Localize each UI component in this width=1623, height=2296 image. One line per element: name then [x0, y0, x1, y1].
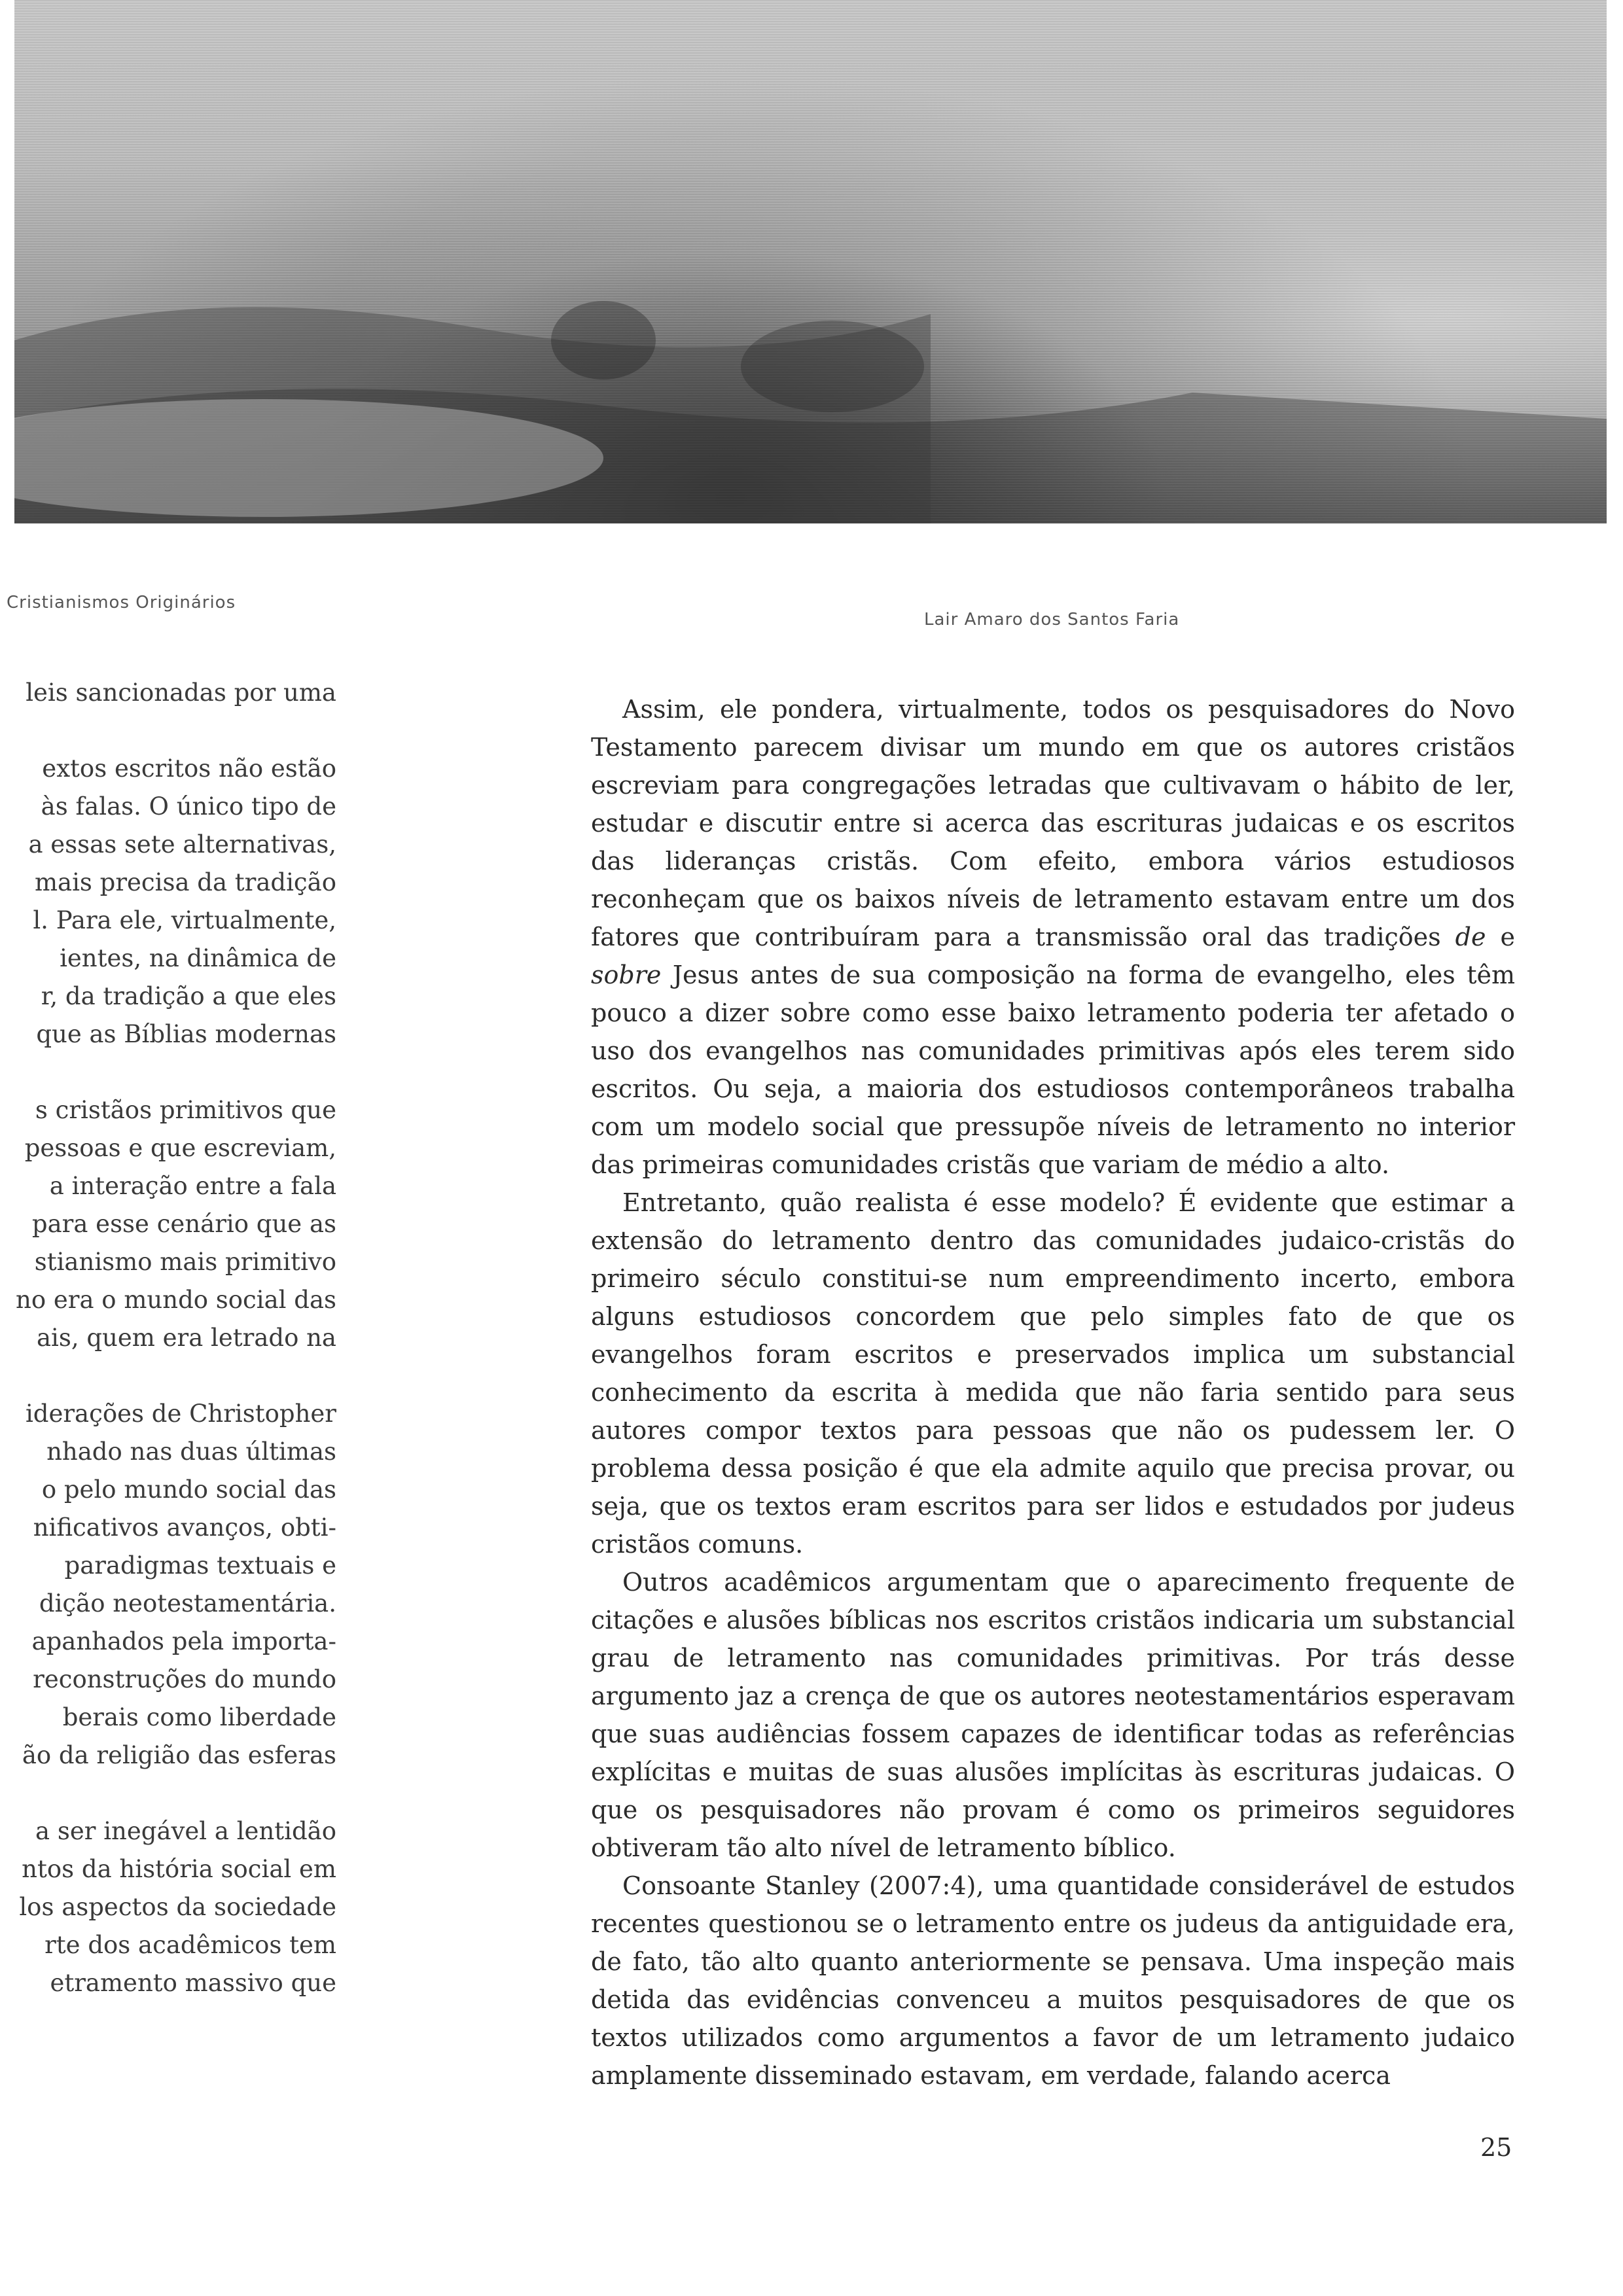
- paragraph-3: Outros acadêmicos argumentam que o aparecimento frequente de citações e alusões bíblicas nos escritos cristãos indicaria um substancial grau de letramento nas comunidades primitivas. Por trás desse argumento jaz a crença de que os autores neotestamentários esperavam que suas audiências fossem capazes de identificar todas as referências explícitas e muitas de suas alusões implícitas às escrituras judaicas. O que os pesquisadores não provam é como os primeiros seguidores obtiveram tão alto nível de letramento bíblico.: [591, 1568, 1515, 1862]
- fragment-line: apanhados pela importa-: [31, 1627, 336, 1655]
- paragraph-4: Consoante Stanley (2007:4), uma quantidade considerável de estudos recentes questionou se o letramento entre os judeus da antiguidade era, de fato, tão alto quanto anteriormente se pensava. Uma inspeção mais detida das evidências convenceu a muitos pesquisadores de que os textos utilizados como argumentos a favor de um letramento judaico amplamente disseminado estavam, em verdade, falando acerca: [591, 1871, 1515, 2090]
- fragment-line: ntos da história social em: [22, 1855, 336, 1883]
- page-number: 25: [1480, 2133, 1512, 2162]
- fragment-line: leis sancionadas por uma: [26, 679, 336, 707]
- fragment-line: pessoas e que escreviam,: [24, 1134, 336, 1162]
- fragment-line: los aspectos da sociedade: [19, 1893, 336, 1921]
- header-photograph: [14, 0, 1607, 523]
- fragment-line: no era o mundo social das: [16, 1286, 336, 1314]
- photo-texture: [14, 0, 1607, 523]
- fragment-line: iderações de Christopher: [25, 1400, 336, 1428]
- fragment-line: nificativos avanços, obti-: [33, 1513, 336, 1542]
- fragment-line: l. Para ele, virtualmente,: [33, 906, 336, 934]
- p1-emphasis-sobre: sobre: [591, 961, 662, 989]
- fragment-line: berais como liberdade: [62, 1703, 336, 1731]
- running-head-left: Cristianismos Originários: [7, 593, 236, 612]
- fragment-gap: [3, 712, 336, 750]
- p1-emphasis-de: de: [1455, 923, 1486, 951]
- fragment-line: ientes, na dinâmica de: [60, 944, 336, 972]
- fragment-line: a essas sete alternativas,: [28, 830, 336, 858]
- fragment-gap: [3, 1053, 336, 1091]
- fragment-line: a interação entre a fala: [49, 1172, 336, 1200]
- fragment-line: ais, quem era letrado na: [36, 1324, 336, 1352]
- running-head-right: Lair Amaro dos Santos Faria: [924, 610, 1180, 629]
- fragment-line: nhado nas duas últimas: [46, 1438, 336, 1466]
- left-column-fragment: [3, 674, 336, 2002]
- p1-text-b: Jesus antes de sua composição na forma de evangelho, eles têm pouco a dizer sobre como esse baixo letramento poderia ter afetado o uso dos evangelhos nas comunidades primitivas após eles terem sido escritos. Ou seja, a maioria dos estudiosos contemporâneos trabalha com um modelo social que pressupõe níveis de letramento no interior das primeiras comunidades cristãs que variam de médio a alto.: [591, 961, 1515, 1179]
- fragment-line: dição neotestamentária.: [39, 1589, 336, 1617]
- fragment-line: às falas. O único tipo de: [41, 792, 336, 821]
- fragment-line: extos escritos não estão: [42, 754, 336, 783]
- p1-text-a: Assim, ele pondera, virtualmente, todos os pesquisadores do Novo Testamento parecem divisar um mundo em que os autores cristãos escreviam para congregações letradas que cultivavam o hábito de ler, estudar e discutir entre si acerca das escrituras judaicas e os escritos das lideranças cristãs. Com efeito, embora vários estudiosos reconheçam que os baixos níveis de letramento estavam entre um dos fatores que contribuíram para a transmissão oral das tradições: [591, 695, 1515, 951]
- fragment-line: etramento massivo que: [50, 1969, 336, 1997]
- fragment-line: mais precisa da tradição: [34, 868, 336, 896]
- fragment-line: paradigmas textuais e: [64, 1551, 336, 1580]
- fragment-gap: [3, 1775, 336, 1812]
- fragment-line: o pelo mundo social das: [41, 1475, 336, 1504]
- fragment-line: que as Bíblias modernas: [36, 1020, 336, 1048]
- paragraph-2: Entretanto, quão realista é esse modelo? É evidente que estimar a extensão do letramento dentro das comunidades judaico-cristãs do primeiro século constitui-se num empreendimento incerto, embora alguns estudiosos concordem que pelo simples fato de que os evangelhos foram escritos e preservados implica um substancial conhecimento da escrita à medida que não faria sentido para seus autores compor textos para pessoas que não os pudessem ler. O problema dessa posição é que ela admite aquilo que precisa provar, ou seja, que os textos eram escritos para ser lidos e estudados por judeus cristãos comuns.: [591, 1188, 1515, 1559]
- paragraph-1: [591, 690, 1515, 1184]
- fragment-line: ão da religião das esferas: [22, 1741, 336, 1769]
- p1-text-mid: e: [1486, 923, 1515, 951]
- fragment-line: r, da tradição a que eles: [41, 982, 336, 1010]
- fragment-line: a ser inegável a lentidão: [35, 1817, 336, 1845]
- fragment-line: para esse cenário que as: [31, 1210, 336, 1238]
- fragment-line: s cristãos primitivos que: [35, 1096, 336, 1124]
- fragment-line: stianismo mais primitivo: [34, 1248, 336, 1276]
- fragment-line: reconstruções do mundo: [33, 1665, 336, 1693]
- main-text-column: [591, 690, 1515, 2094]
- fragment-gap: [3, 1357, 336, 1395]
- fragment-line: rte dos acadêmicos tem: [45, 1931, 336, 1959]
